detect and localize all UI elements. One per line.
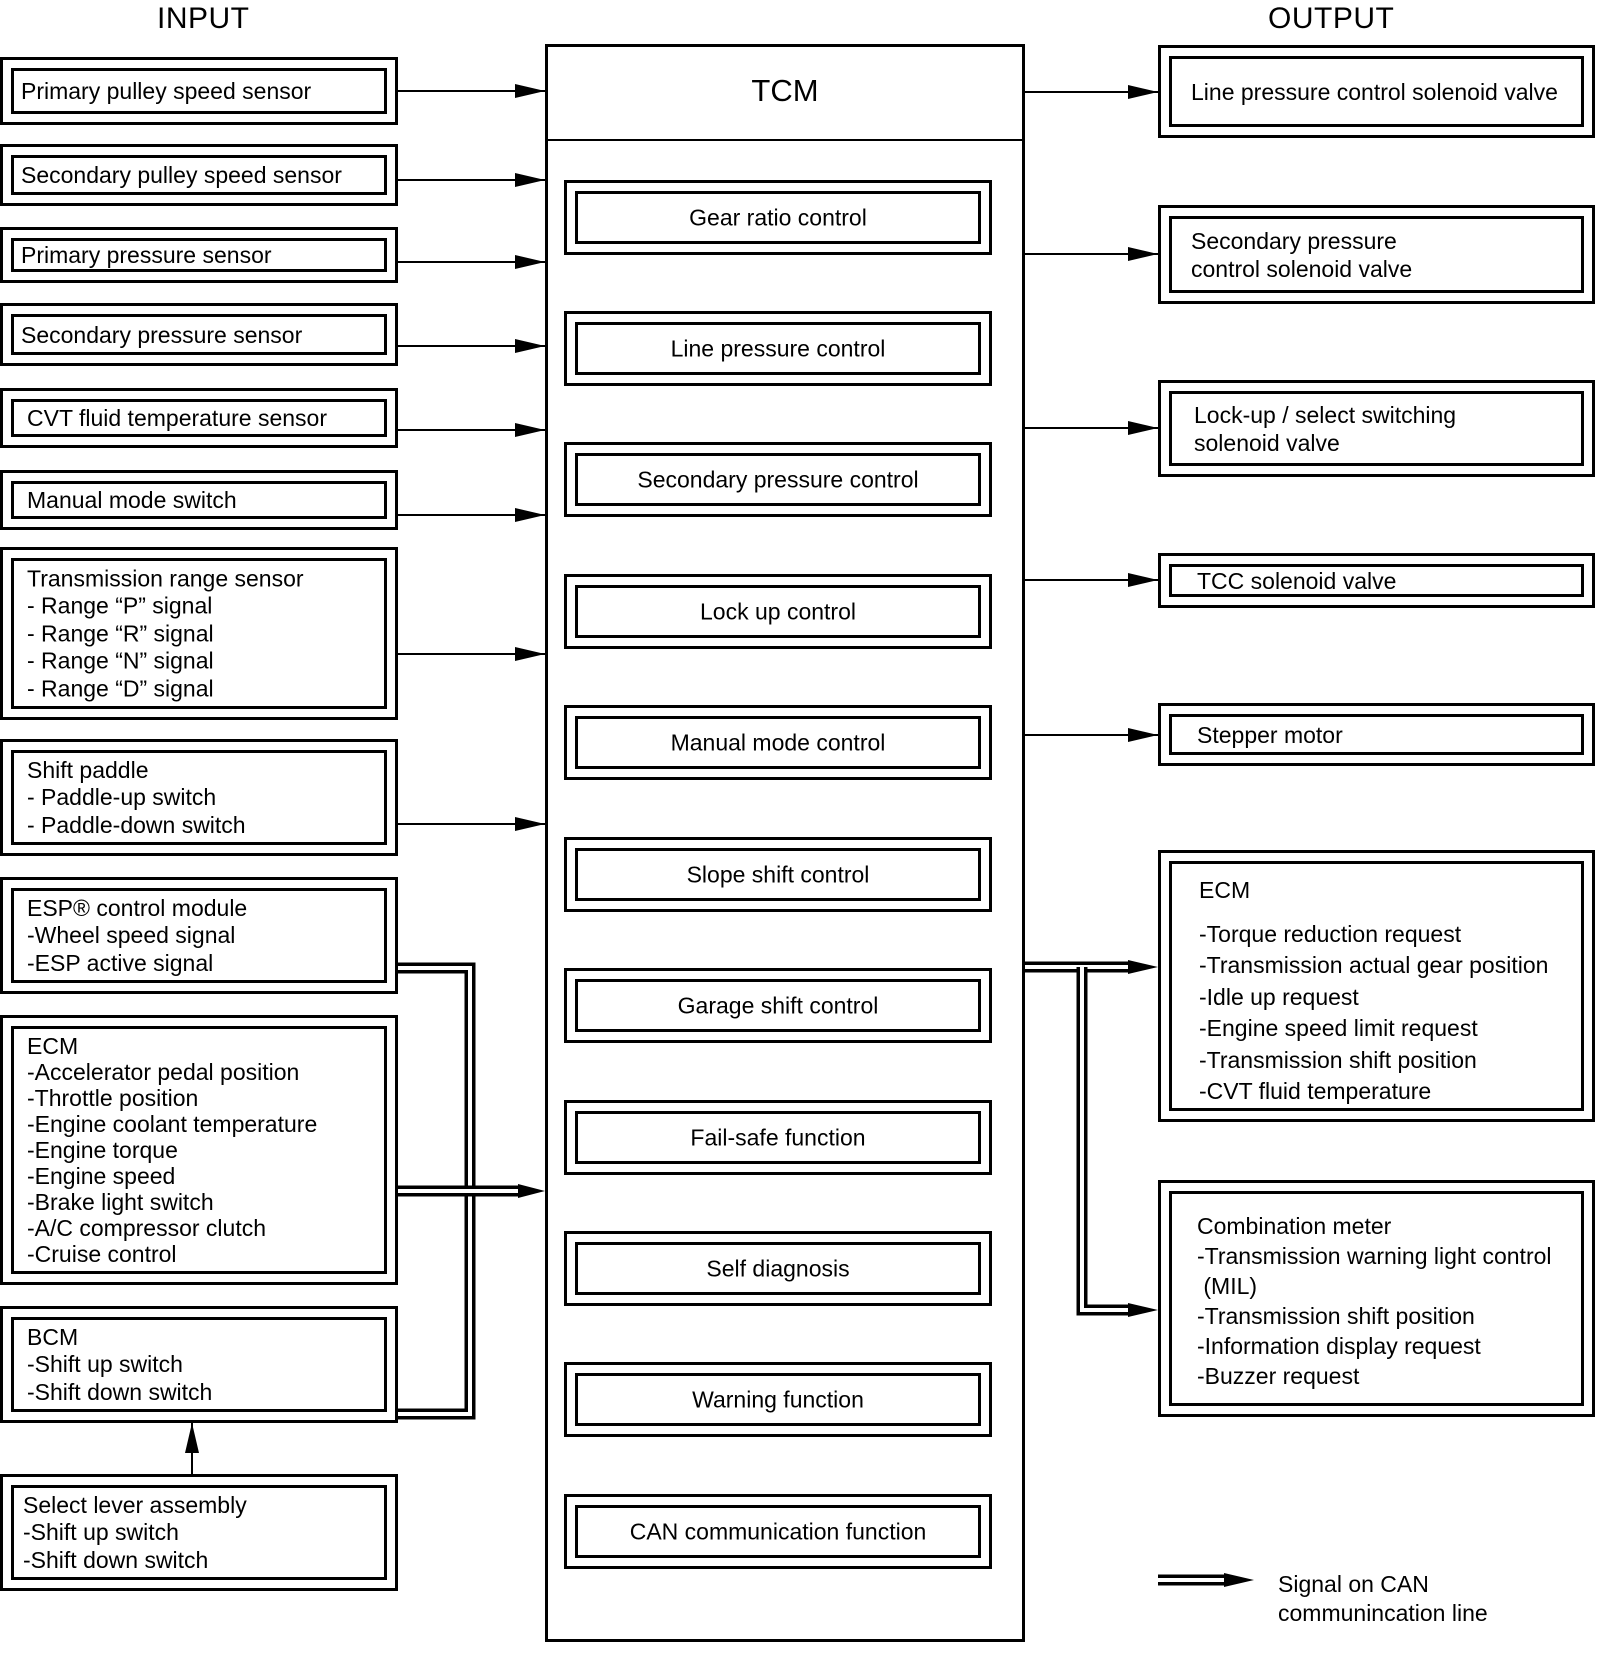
input-label: Primary pulley speed sensor bbox=[21, 78, 312, 104]
text-line: - Paddle-down switch bbox=[27, 811, 246, 838]
text-line: -Engine torque bbox=[27, 1137, 178, 1163]
text-line: -Transmission shift position bbox=[1197, 1303, 1475, 1329]
text-line: - Range “R” signal bbox=[27, 619, 214, 646]
function-label: Garage shift control bbox=[677, 992, 879, 1018]
text-line: -Transmission shift position bbox=[1199, 1046, 1477, 1073]
input-label: Secondary pulley speed sensor bbox=[21, 162, 342, 188]
text-line: -Idle up request bbox=[1199, 983, 1359, 1010]
text-line: Shift paddle bbox=[27, 756, 149, 783]
function-label: Gear ratio control bbox=[689, 204, 867, 230]
tcm-title: TCM bbox=[751, 73, 819, 108]
text-line: -Shift up switch bbox=[23, 1518, 179, 1545]
input-label: Manual mode switch bbox=[27, 487, 237, 513]
output-header: OUTPUT bbox=[1268, 2, 1395, 35]
input-label: Primary pressure sensor bbox=[21, 242, 272, 268]
can-bus-input bbox=[398, 968, 545, 1414]
text-line: Lock-up / select switching bbox=[1194, 401, 1457, 428]
text-line: -Accelerator pedal position bbox=[27, 1059, 300, 1085]
text-line: -Engine speed limit request bbox=[1199, 1015, 1478, 1041]
function-label: Warning function bbox=[692, 1386, 864, 1412]
text-line: -Wheel speed signal bbox=[27, 921, 236, 948]
text-line: ECM bbox=[1199, 877, 1251, 903]
text-line: -Shift down switch bbox=[23, 1546, 209, 1573]
input-label: Secondary pressure sensor bbox=[21, 321, 303, 348]
text-line: Select lever assembly bbox=[23, 1491, 247, 1518]
text-line: -Cruise control bbox=[27, 1241, 177, 1267]
text-line: - Range “D” signal bbox=[27, 674, 214, 701]
text-line: -Transmission actual gear position bbox=[1199, 952, 1549, 978]
text-line: (MIL) bbox=[1197, 1273, 1258, 1299]
text-line: - Paddle-up switch bbox=[27, 783, 217, 810]
output-label: Line pressure control solenoid valve bbox=[1191, 78, 1558, 105]
text-line: -Engine coolant temperature bbox=[27, 1111, 318, 1137]
text-line: Combination meter bbox=[1197, 1213, 1392, 1239]
text-line: BCM bbox=[27, 1323, 79, 1350]
text-line: -Shift down switch bbox=[27, 1378, 213, 1405]
function-label: Secondary pressure control bbox=[637, 466, 919, 492]
text-line: communincation line bbox=[1278, 1600, 1488, 1626]
text-line: -CVT fluid temperature bbox=[1199, 1078, 1432, 1104]
text-line: -Brake light switch bbox=[27, 1189, 214, 1215]
text-line: -A/C compressor clutch bbox=[27, 1215, 267, 1241]
text-line: Secondary pressure bbox=[1191, 227, 1397, 254]
text-line: - Range “N” signal bbox=[27, 647, 214, 674]
text-line: control solenoid valve bbox=[1191, 255, 1413, 282]
text-line: -Throttle position bbox=[27, 1085, 199, 1111]
text-line: -Torque reduction request bbox=[1199, 920, 1462, 947]
function-label: Self diagnosis bbox=[706, 1255, 850, 1281]
text-line: -Buzzer request bbox=[1197, 1363, 1360, 1389]
text-line: - Range “P” signal bbox=[27, 592, 213, 619]
function-label: Lock up control bbox=[700, 598, 856, 624]
function-label: Manual mode control bbox=[670, 729, 886, 755]
output-label: TCC solenoid valve bbox=[1197, 567, 1397, 594]
text-line: solenoid valve bbox=[1194, 429, 1340, 456]
text-line: ESP® control module bbox=[27, 894, 248, 921]
function-label: CAN communication function bbox=[629, 1518, 927, 1544]
input-header: INPUT bbox=[157, 2, 250, 35]
text-line: -Information display request bbox=[1197, 1333, 1481, 1359]
function-label: Slope shift control bbox=[686, 861, 870, 887]
output-label: Stepper motor bbox=[1197, 721, 1343, 748]
text-line: Transmission range sensor bbox=[27, 564, 304, 591]
legend-can-symbol bbox=[1158, 1573, 1254, 1587]
text-line: -Engine speed bbox=[27, 1163, 176, 1189]
text-line: -Shift up switch bbox=[27, 1350, 183, 1377]
text-line: ECM bbox=[27, 1033, 79, 1059]
function-label: Line pressure control bbox=[670, 335, 886, 361]
text-line: Signal on CAN bbox=[1278, 1571, 1429, 1597]
can-bus-output bbox=[1025, 960, 1158, 1317]
function-label: Fail-safe function bbox=[690, 1124, 866, 1150]
text-line: -ESP active signal bbox=[27, 949, 214, 976]
text-line: -Transmission warning light control bbox=[1197, 1243, 1552, 1269]
input-label: CVT fluid temperature sensor bbox=[27, 405, 327, 431]
